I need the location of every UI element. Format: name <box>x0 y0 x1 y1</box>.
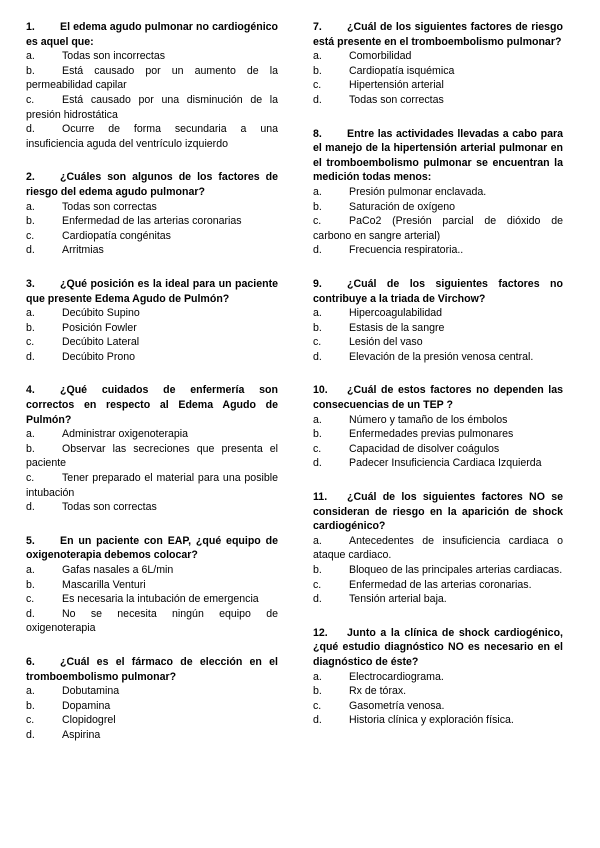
option-text: Arritmias <box>62 244 104 257</box>
option-letter: a. <box>313 307 322 320</box>
question-text <box>26 655 278 684</box>
option-text: Padecer Insuficiencia Cardiaca Izquierda <box>349 457 542 470</box>
option-text: Tensión arterial baja. <box>349 593 447 606</box>
option-letter: b. <box>26 215 35 228</box>
question-stem: ¿Cuál de los siguientes factores de riesgo está presente en el tromboembolismo pulmonar? <box>313 21 563 48</box>
option-text: Presión pulmonar enclavada. <box>349 185 487 198</box>
option-a[interactable] <box>26 200 278 215</box>
option-c[interactable] <box>26 229 278 244</box>
option-letter: b. <box>26 321 35 334</box>
question-text <box>26 534 278 563</box>
option-text: Número y tamaño de los émbolos <box>349 413 508 426</box>
option-a[interactable] <box>313 306 563 321</box>
question-number: 9. <box>313 277 322 290</box>
option-text: Hipercoagulabilidad <box>349 307 443 320</box>
option-letter: d. <box>26 501 35 514</box>
option-letter: d. <box>313 457 322 470</box>
option-letter: d. <box>313 714 322 727</box>
option-text: Es necesaria la intubación de emergencia <box>62 593 259 606</box>
question-6 <box>26 655 278 743</box>
question-12 <box>313 626 563 728</box>
question-3 <box>26 277 278 365</box>
option-d[interactable] <box>313 456 563 471</box>
option-letter: c. <box>313 79 322 92</box>
option-letter: a. <box>26 564 35 576</box>
option-b[interactable] <box>26 442 278 471</box>
option-c[interactable] <box>313 699 563 714</box>
question-stem: En un paciente con EAP, ¿qué equipo de oxigenoterapia debemos colocar? <box>26 534 278 562</box>
option-letter: b. <box>26 64 35 77</box>
question-text <box>313 490 563 534</box>
option-letter: c. <box>313 442 322 455</box>
option-text: Ocurre de forma secundaria a una insuficiencia aguda del ventrículo izquierdo <box>26 123 278 150</box>
option-b[interactable] <box>313 64 563 79</box>
option-b[interactable] <box>26 699 278 714</box>
option-letter: a. <box>26 307 35 320</box>
option-c[interactable] <box>26 471 278 500</box>
option-b[interactable] <box>26 321 278 336</box>
option-d[interactable] <box>313 713 563 728</box>
option-a[interactable] <box>313 185 563 200</box>
option-c[interactable] <box>26 335 278 350</box>
option-letter: a. <box>313 413 322 426</box>
question-number: 12. <box>313 626 328 639</box>
option-text: Dopamina <box>62 699 111 712</box>
option-text: Capacidad de disolver coágulos <box>349 442 500 455</box>
option-text: Comorbilidad <box>349 50 412 63</box>
option-text: Decúbito Supino <box>62 307 140 320</box>
option-letter: d. <box>26 728 35 741</box>
option-text: Bloqueo de las principales arterias cardiacas. <box>349 564 563 576</box>
option-a[interactable] <box>313 534 563 563</box>
option-a[interactable] <box>313 413 563 428</box>
option-text: Cardiopatía congénitas <box>62 229 171 242</box>
option-d[interactable] <box>26 122 278 151</box>
option-c[interactable] <box>313 578 563 593</box>
option-letter: b. <box>26 442 35 455</box>
question-9 <box>313 277 563 365</box>
option-c[interactable] <box>26 713 278 728</box>
option-text: Cardiopatía isquémica <box>349 64 455 77</box>
question-11 <box>313 490 563 607</box>
option-text: Posición Fowler <box>62 321 137 334</box>
option-letter: c. <box>26 472 35 485</box>
option-letter: c. <box>313 699 322 712</box>
option-letter: a. <box>26 428 35 441</box>
question-stem: Junto a la clínica de shock cardiogénico, ¿qué estudio diagnóstico NO es necesario en el diagnóstico de éste? <box>313 626 563 668</box>
option-c[interactable] <box>313 442 563 457</box>
question-text <box>26 277 278 306</box>
option-d[interactable] <box>313 592 563 607</box>
question-text <box>313 127 563 185</box>
option-letter: c. <box>26 593 35 606</box>
question-2 <box>26 170 278 258</box>
option-text: PaCo2 (Presión parcial de dióxido de carbono en sangre arterial) <box>313 215 563 242</box>
option-letter: a. <box>313 50 322 63</box>
option-text: Elevación de la presión venosa central. <box>349 350 534 363</box>
option-letter: d. <box>313 93 322 106</box>
question-stem: ¿Cuál de los siguientes factores no contribuye a la triada de Virchow? <box>313 277 563 305</box>
question-text <box>313 277 563 306</box>
option-text: Aspirina <box>62 728 101 741</box>
option-text: Antecedentes de insuficiencia cardiaca o ataque cardiaco. <box>313 534 563 562</box>
question-number: 1. <box>26 21 35 33</box>
option-text: Observar las secreciones que presenta el paciente <box>26 442 278 470</box>
option-b[interactable] <box>26 578 278 593</box>
option-text: Enfermedad de las arterias coronarias <box>62 215 242 228</box>
option-text: Dobutamina <box>62 685 120 698</box>
question-number: 3. <box>26 277 35 290</box>
option-text: Administrar oxigenoterapia <box>62 428 189 441</box>
question-stem: Entre las actividades llevadas a cabo para el manejo de la hipertensión arterial pulmonar en el tromboembolismo pulmonar se encuentran la medición todas menos: <box>313 127 563 184</box>
option-letter: b. <box>26 578 35 591</box>
option-text: Clopidogrel <box>62 714 116 727</box>
option-letter: d. <box>313 350 322 363</box>
question-stem: ¿Qué cuidados de enfermería son correctos en respecto al Edema Agudo de Pulmón? <box>26 384 278 426</box>
question-text <box>26 170 278 199</box>
question-number: 4. <box>26 384 35 397</box>
option-a[interactable] <box>26 49 278 64</box>
question-stem: El edema agudo pulmonar no cardiogénico es aquel que: <box>26 21 278 48</box>
option-b[interactable] <box>313 684 563 699</box>
question-text <box>313 383 563 412</box>
question-1 <box>26 20 278 151</box>
option-b[interactable] <box>313 200 563 215</box>
question-5 <box>26 534 278 636</box>
option-letter: d. <box>26 350 35 363</box>
option-letter: c. <box>313 336 322 349</box>
option-text: Gasometría venosa. <box>349 699 445 712</box>
question-number: 8. <box>313 127 322 140</box>
option-a[interactable] <box>313 49 563 64</box>
question-number: 2. <box>26 171 35 184</box>
question-number: 5. <box>26 534 35 547</box>
option-text: Historia clínica y exploración física. <box>349 714 514 727</box>
option-b[interactable] <box>313 427 563 442</box>
option-letter: d. <box>26 607 35 620</box>
question-number: 10. <box>313 384 328 397</box>
option-a[interactable] <box>26 684 278 699</box>
option-a[interactable] <box>313 670 563 685</box>
option-text: Lesión del vaso <box>349 336 423 349</box>
option-b[interactable] <box>26 64 278 93</box>
question-number: 7. <box>313 21 322 33</box>
option-c[interactable] <box>313 78 563 93</box>
option-letter: a. <box>26 200 35 213</box>
option-text: Rx de tórax. <box>349 685 407 698</box>
option-d[interactable] <box>26 350 278 365</box>
option-letter: c. <box>26 714 35 727</box>
question-text <box>26 20 278 49</box>
option-letter: b. <box>313 321 322 334</box>
question-stem: ¿Qué posición es la ideal para un paciente que presente Edema Agudo de Pulmón? <box>26 277 278 305</box>
option-c[interactable] <box>26 592 278 607</box>
option-letter: a. <box>26 50 35 63</box>
question-text <box>26 383 278 427</box>
option-letter: b. <box>313 64 322 77</box>
option-text: No se necesita ningún equipo de oxigenoterapia <box>26 607 278 635</box>
question-stem: ¿Cuál de los siguientes factores NO se consideran de riesgo en la aparición de shock cardiogénico? <box>313 491 563 533</box>
option-text: Todas son correctas <box>349 93 444 106</box>
question-text <box>313 20 563 49</box>
option-letter: d. <box>313 244 322 257</box>
option-text: Está causado por un aumento de la permeabilidad capilar <box>26 64 278 92</box>
question-4 <box>26 383 278 514</box>
option-d[interactable] <box>26 243 278 258</box>
option-c[interactable] <box>26 93 278 122</box>
option-d[interactable] <box>313 350 563 365</box>
option-text: Enfermedades previas pulmonares <box>349 428 514 441</box>
option-letter: d. <box>313 593 322 606</box>
option-letter: a. <box>313 185 322 198</box>
option-letter: a. <box>313 670 322 683</box>
option-c[interactable] <box>313 214 563 243</box>
option-d[interactable] <box>26 728 278 743</box>
option-letter: c. <box>26 229 35 242</box>
option-text: Saturación de oxígeno <box>349 200 456 213</box>
option-text: Decúbito Lateral <box>62 336 140 349</box>
question-8 <box>313 127 563 258</box>
option-letter: c. <box>313 215 322 228</box>
option-letter: d. <box>26 244 35 257</box>
option-letter: c. <box>26 93 35 106</box>
option-text: Está causado por una disminución de la presión hidrostática <box>26 93 278 121</box>
option-letter: b. <box>26 699 35 712</box>
option-letter: c. <box>26 336 35 349</box>
option-text: Decúbito Prono <box>62 350 136 363</box>
question-stem: ¿Cuáles son algunos de los factores de riesgo del edema agudo pulmonar? <box>26 171 278 198</box>
left-column <box>26 20 278 762</box>
option-text: Mascarilla Venturi <box>62 578 146 591</box>
option-letter: b. <box>313 564 322 576</box>
option-text: Todas son correctas <box>62 200 157 213</box>
right-column <box>313 20 563 747</box>
option-text: Gafas nasales a 6L/min <box>62 564 174 576</box>
option-text: Todas son incorrectas <box>62 50 166 63</box>
option-text: Frecuencia respiratoria.. <box>349 244 464 257</box>
option-letter: c. <box>313 578 322 591</box>
option-a[interactable] <box>26 427 278 442</box>
option-b[interactable] <box>313 563 563 578</box>
option-a[interactable] <box>26 563 278 578</box>
question-number: 11. <box>313 491 328 504</box>
option-a[interactable] <box>26 306 278 321</box>
option-text: Electrocardiograma. <box>349 670 444 683</box>
question-stem: ¿Cuál es el fármaco de elección en el tromboembolismo pulmonar? <box>26 655 278 683</box>
option-d[interactable] <box>313 93 563 108</box>
question-7 <box>313 20 563 108</box>
question-text <box>313 626 563 670</box>
option-b[interactable] <box>26 214 278 229</box>
option-d[interactable] <box>26 607 278 636</box>
option-text: Estasis de la sangre <box>349 321 445 334</box>
option-c[interactable] <box>313 335 563 350</box>
option-text: Tener preparado el material para una posible intubación <box>26 472 278 499</box>
option-letter: a. <box>26 685 35 698</box>
option-b[interactable] <box>313 321 563 336</box>
option-d[interactable] <box>26 500 278 515</box>
option-letter: a. <box>313 534 322 547</box>
question-number: 6. <box>26 655 35 668</box>
option-text: Todas son correctas <box>62 501 157 514</box>
question-10 <box>313 383 563 471</box>
option-letter: b. <box>313 428 322 441</box>
question-stem: ¿Cuál de estos factores no dependen las consecuencias de un TEP ? <box>313 384 563 412</box>
option-text: Hipertensión arterial <box>349 79 444 92</box>
option-letter: b. <box>313 200 322 213</box>
option-text: Enfermedad de las arterias coronarias. <box>349 578 532 591</box>
option-letter: d. <box>26 123 35 136</box>
option-letter: b. <box>313 685 322 698</box>
option-d[interactable] <box>313 243 563 258</box>
